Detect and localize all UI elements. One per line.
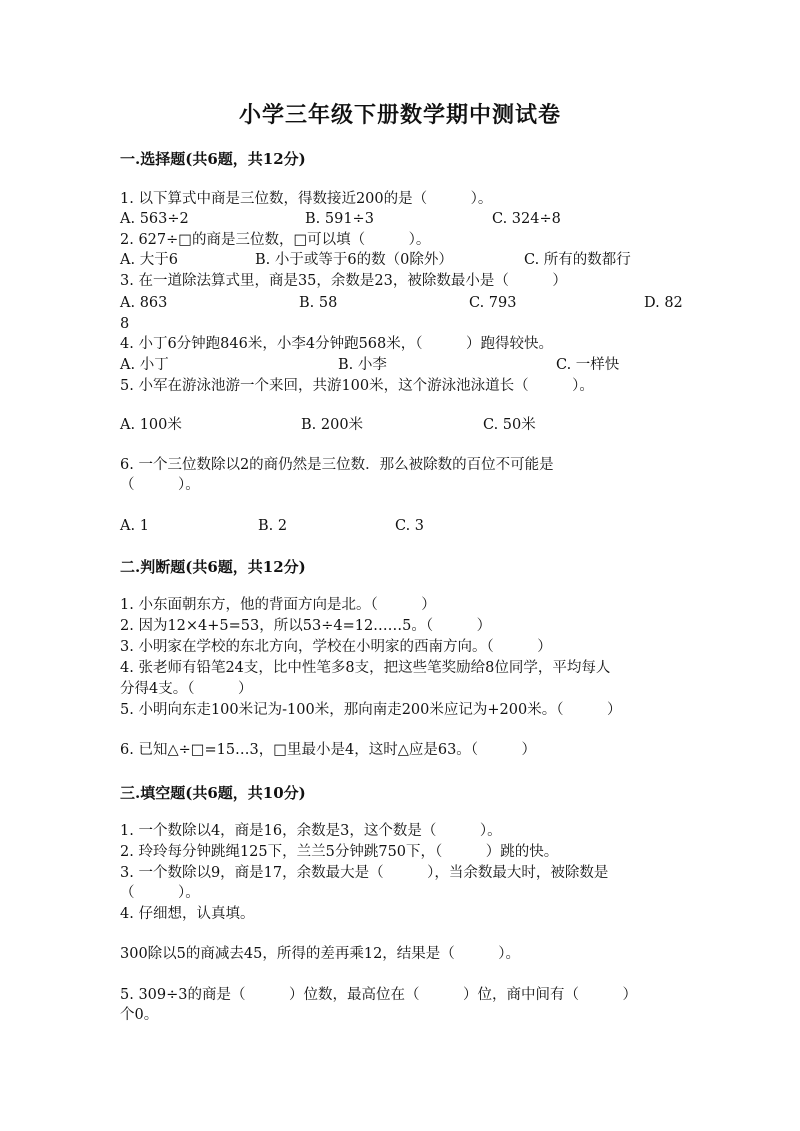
choice-q3-option-d: D. 82 [644,295,683,311]
judge-q3: 3. 小明家在学校的东北方向，学校在小明家的西南方向。（ ） [120,639,552,655]
page-title: 小学三年级下册数学期中测试卷 [238,102,561,128]
choice-q5-option-b: B. 200米 [301,417,364,433]
fill-q2: 2. 玲玲每分钟跳绳125下，兰兰5分钟跳750下，（ ）跳的快。 [120,844,559,860]
choice-q2-option-a: A. 大于6 [120,252,178,268]
fill-q4-subquestion: 300除以5的商减去45，所得的差再乘12，结果是（ ）。 [120,946,521,962]
choice-q4-option-c: C. 一样快 [556,357,620,373]
choice-q1-option-b: B. 591÷3 [305,211,374,227]
judge-q5: 5. 小明向东走100米记为-100米，那向南走200米应记为+200米。（ ） [120,702,622,718]
fill-q5: 5. 309÷3的商是（ ）位数，最高位在（ ）位，商中间有（ ） [120,987,637,1003]
choice-q6-cont: （ ）。 [120,477,200,493]
choice-q6-option-b: B. 2 [258,518,288,534]
choice-q4: 4. 小丁6分钟跑846米，小李4分钟跑568米，（ ）跑得较快。 [120,336,553,352]
judge-q4: 4. 张老师有铅笔24支，比中性笔多8支，把这些笔奖励给8位同学，平均每人 [120,660,611,676]
choice-q4-option-a: A. 小丁 [120,357,169,373]
judge-q6: 6. 已知△÷□=15…3，□里最小是4，这时△应是63。（ ） [120,742,537,758]
judge-q4-cont: 分得4支。（ ） [120,681,253,697]
fill-q4: 4. 仔细想，认真填。 [120,906,255,922]
choice-q2-option-c: C. 所有的数都行 [524,252,631,268]
choice-q3-option-d-continued: 8 [120,316,130,332]
choice-q1: 1. 以下算式中商是三位数，得数接近200的是（ ）。 [120,191,493,207]
section-heading-fill: 三.填空题(共6题，共10分) [120,784,306,802]
choice-q3: 3. 在一道除法算式里，商是35，余数是23，被除数最小是（ ） [120,273,567,289]
choice-q2: 2. 627÷□的商是三位数，□可以填（ ）。 [120,232,431,248]
fill-q1: 1. 一个数除以4，商是16，余数是3，这个数是（ ）。 [120,823,502,839]
choice-q6-option-c: C. 3 [395,518,425,534]
fill-q3: 3. 一个数除以9，商是17，余数最大是（ ），当余数最大时，被除数是 [120,865,609,881]
fill-q5-cont: 个0。 [120,1007,159,1023]
judge-q2: 2. 因为12×4+5=53，所以53÷4=12……5。（ ） [120,618,492,634]
choice-q2-option-b: B. 小于或等于6的数（0除外） [255,252,453,268]
choice-q6-option-a: A. 1 [120,518,149,534]
choice-q1-option-a: A. 563÷2 [120,211,189,227]
fill-q3-cont: （ ）。 [120,885,200,901]
choice-q5-option-a: A. 100米 [120,417,182,433]
judge-q1: 1. 小东面朝东方，他的背面方向是北。（ ） [120,597,436,613]
choice-q6: 6. 一个三位数除以2的商仍然是三位数．那么被除数的百位不可能是 [120,457,554,473]
choice-q3-option-a: A. 863 [120,295,168,311]
choice-q5: 5. 小军在游泳池游一个来回，共游100米，这个游泳池泳道长（ ）。 [120,378,594,394]
choice-q3-option-b: B. 58 [299,295,338,311]
choice-q4-option-b: B. 小李 [338,357,387,373]
section-heading-choice: 一.选择题(共6题，共12分) [120,150,306,168]
choice-q5-option-c: C. 50米 [483,417,536,433]
choice-q1-option-c: C. 324÷8 [492,211,561,227]
choice-q3-option-c: C. 793 [469,295,517,311]
section-heading-judge: 二.判断题(共6题，共12分) [120,558,306,576]
